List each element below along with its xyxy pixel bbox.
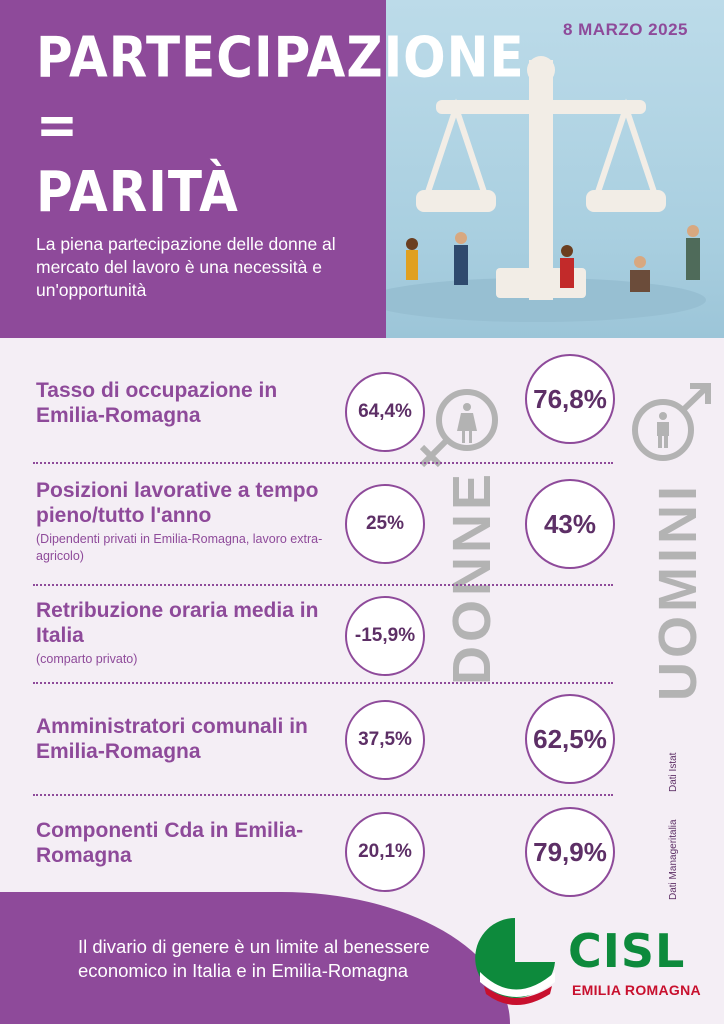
- footer-message: Il divario di genere è un limite al benessere economico in Italia e in Emilia-Romagna: [78, 936, 430, 981]
- cisl-region-text: EMILIA ROMAGNA: [572, 982, 701, 998]
- cisl-logo-icon: [470, 912, 560, 1006]
- divider: [33, 682, 613, 684]
- row-title: Tasso di occupazione in Emilia-Romagna: [36, 379, 278, 427]
- male-symbol-icon: [628, 380, 718, 470]
- row-title: Amministratori comunali in Emilia-Romagna: [36, 715, 308, 763]
- stat-row-fulltime: [36, 478, 336, 565]
- row-title: Retribuzione oraria media in Italia: [36, 599, 319, 647]
- men-value: 76,8%: [525, 354, 615, 444]
- source-istat: Dati Istat: [668, 752, 679, 792]
- stat-row-boards: [36, 818, 336, 868]
- page-title: [36, 24, 525, 226]
- row-title: Componenti Cda in Emilia-Romagna: [36, 819, 304, 867]
- row-title: Posizioni lavorative a tempo pieno/tutto l'anno: [36, 479, 319, 527]
- stat-row-pay-gap: [36, 598, 336, 668]
- women-value: 25%: [345, 484, 425, 564]
- row-note: (Dipendenti privati in Emilia-Romagna, lavoro extra-agricolo): [36, 532, 323, 563]
- title-line: =: [36, 92, 79, 158]
- source-manageritalia: Dati Manageritalia: [668, 819, 679, 900]
- women-value: 37,5%: [345, 700, 425, 780]
- divider: [33, 584, 613, 586]
- men-value: 79,9%: [525, 807, 615, 897]
- women-value: 64,4%: [345, 372, 425, 452]
- women-value: 20,1%: [345, 812, 425, 892]
- row-note: (comparto privato): [36, 652, 138, 666]
- men-value: 62,5%: [525, 694, 615, 784]
- cisl-logo-text: CISL: [568, 924, 686, 978]
- stat-row-municipal: [36, 714, 336, 764]
- divider: [33, 794, 613, 796]
- divider: [33, 462, 613, 464]
- stat-row-employment: [36, 378, 336, 428]
- subtitle: La piena partecipazione delle donne al mercato del lavoro è una necessità e un'opportunità: [36, 234, 336, 300]
- men-value: 43%: [525, 479, 615, 569]
- men-column-label: UOMINI: [648, 482, 708, 701]
- title-line: PARTECIPAZIONE: [36, 25, 525, 91]
- women-value: -15,9%: [345, 596, 425, 676]
- event-date: 8 MARZO 2025: [562, 20, 688, 39]
- title-line: PARITÀ: [36, 159, 239, 225]
- women-column-label: DONNE: [442, 469, 502, 685]
